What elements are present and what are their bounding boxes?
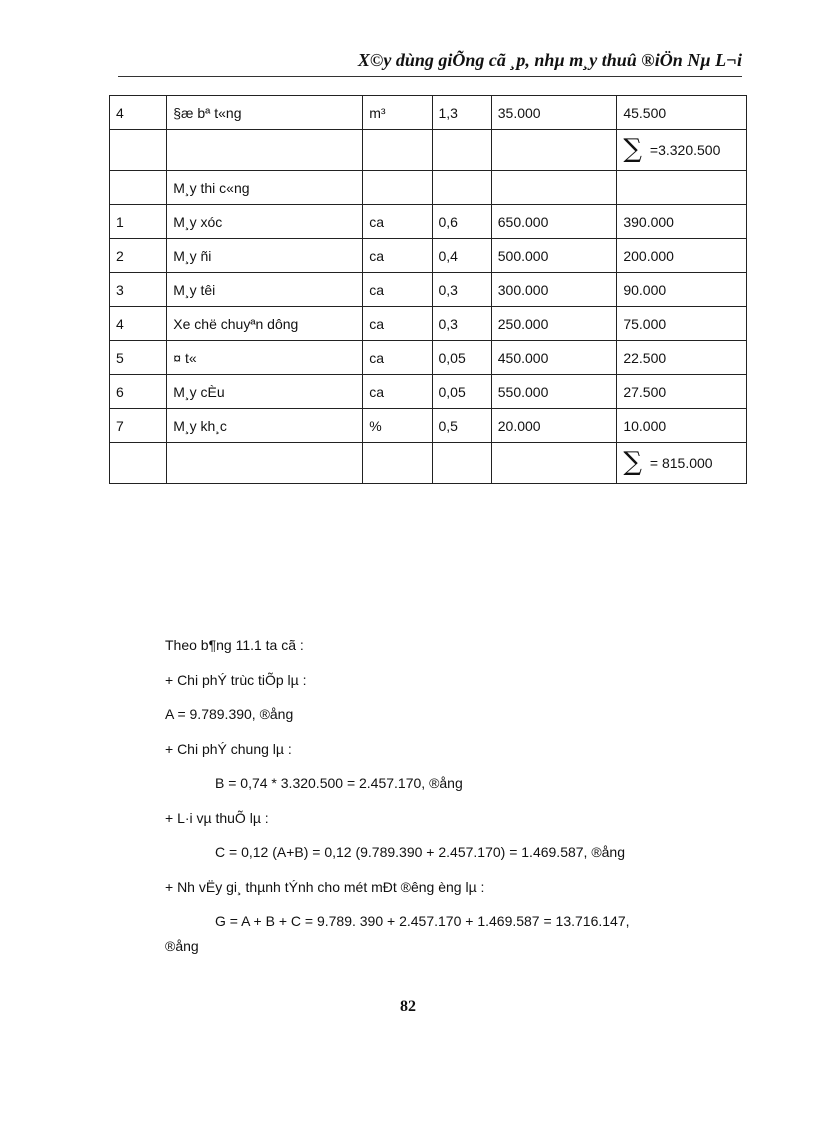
sum-empty-cell — [110, 130, 167, 171]
cell-item: ¤ t« — [167, 341, 363, 375]
cell-unit-price: 250.000 — [491, 307, 617, 341]
cell-quantity — [432, 171, 491, 205]
direct-cost-label: + Chi phÝ trùc tiÕp lµ : — [165, 671, 307, 688]
general-cost-value: B = 0,74 * 3.320.500 = 2.457.170, ®ång — [215, 775, 463, 791]
cell-item: M¸y têi — [167, 273, 363, 307]
sum-row — [110, 443, 747, 484]
cell-amount: 75.000 — [617, 307, 747, 341]
cell-unit: ca — [363, 205, 432, 239]
table-row — [110, 273, 747, 307]
cell-unit: ca — [363, 341, 432, 375]
cell-item: M¸y ñi — [167, 239, 363, 273]
cell-amount: 27.500 — [617, 375, 747, 409]
direct-cost-value: A = 9.789.390, ®ång — [165, 706, 294, 722]
table-row — [110, 239, 747, 273]
cell-unit-price — [491, 171, 617, 205]
cell-item: M¸y xóc — [167, 205, 363, 239]
sum-empty-cell — [432, 130, 491, 171]
cell-unit-price: 550.000 — [491, 375, 617, 409]
cell-item: M¸y kh¸c — [167, 409, 363, 443]
cell-unit: ca — [363, 273, 432, 307]
sum-empty-cell — [363, 443, 432, 484]
cell-unit-price: 300.000 — [491, 273, 617, 307]
cell-index — [110, 171, 167, 205]
general-cost-label: + Chi phÝ chung lµ : — [165, 740, 292, 757]
sum-empty-cell — [167, 443, 363, 484]
cell-amount: 22.500 — [617, 341, 747, 375]
cost-table-body — [110, 96, 747, 484]
cell-item: M¸y thi c«ng — [167, 171, 363, 205]
table-row — [110, 341, 747, 375]
cell-unit: ca — [363, 375, 432, 409]
sum-empty-cell — [363, 130, 432, 171]
table-row — [110, 96, 747, 130]
running-header: X©y dùng giÕng cã ¸p, nhµ m¸y thuû ®iÖn Nµ L¬i — [357, 50, 742, 70]
sum-empty-cell — [432, 443, 491, 484]
cell-amount: 10.000 — [617, 409, 747, 443]
sum-value: = 815.000 — [649, 455, 713, 471]
cell-unit: % — [363, 409, 432, 443]
cell-index: 1 — [110, 205, 167, 239]
sum-empty-cell — [491, 130, 617, 171]
cost-table — [109, 95, 747, 484]
table-row — [110, 171, 747, 205]
cell-quantity: 0,05 — [432, 341, 491, 375]
intro-line: Theo b¶ng 11.1 ta cã : — [165, 637, 304, 653]
total-label: + Nh vËy gi¸ thµnh tÝnh cho mét mÐt ®êng èng lµ : — [165, 878, 485, 895]
header-divider — [118, 76, 742, 77]
cell-unit-price: 650.000 — [491, 205, 617, 239]
sum-cell — [617, 130, 747, 171]
sigma-icon: ∑ — [623, 447, 642, 477]
sum-cell — [617, 443, 747, 484]
cell-index: 2 — [110, 239, 167, 273]
cell-amount — [617, 171, 747, 205]
cell-amount: 200.000 — [617, 239, 747, 273]
cell-index: 3 — [110, 273, 167, 307]
cell-quantity: 0,6 — [432, 205, 491, 239]
sum-row — [110, 130, 747, 171]
table-row — [110, 375, 747, 409]
table-row — [110, 409, 747, 443]
cell-quantity: 0,5 — [432, 409, 491, 443]
cell-unit-price: 450.000 — [491, 341, 617, 375]
cell-quantity: 1,3 — [432, 96, 491, 130]
cell-index: 6 — [110, 375, 167, 409]
sigma-icon: ∑ — [623, 134, 642, 164]
sum-empty-cell — [491, 443, 617, 484]
cell-unit: ca — [363, 307, 432, 341]
cell-index: 7 — [110, 409, 167, 443]
total-value-unit: ®ång — [165, 938, 199, 954]
sum-empty-cell — [110, 443, 167, 484]
cell-quantity: 0,3 — [432, 307, 491, 341]
cell-unit-price: 35.000 — [491, 96, 617, 130]
table-row — [110, 205, 747, 239]
cell-index: 5 — [110, 341, 167, 375]
cell-unit-price: 500.000 — [491, 239, 617, 273]
cell-item: M¸y cÈu — [167, 375, 363, 409]
cell-unit: m³ — [363, 96, 432, 130]
cell-quantity: 0,3 — [432, 273, 491, 307]
cell-quantity: 0,4 — [432, 239, 491, 273]
cell-amount: 45.500 — [617, 96, 747, 130]
calculation-text — [165, 628, 745, 958]
cell-item: §æ bª t«ng — [167, 96, 363, 130]
cell-item: Xe chë chuyªn dông — [167, 307, 363, 341]
total-value: G = A + B + C = 9.789. 390 + 2.457.170 + 1.469.587 = 13.716.147, — [215, 913, 630, 929]
cell-index: 4 — [110, 307, 167, 341]
profit-value: C = 0,12 (A+B) = 0,12 (9.789.390 + 2.457.170) = 1.469.587, ®ång — [215, 844, 626, 860]
cell-amount: 390.000 — [617, 205, 747, 239]
cell-unit: ca — [363, 239, 432, 273]
cell-amount: 90.000 — [617, 273, 747, 307]
cell-quantity: 0,05 — [432, 375, 491, 409]
cell-index: 4 — [110, 96, 167, 130]
cell-unit-price: 20.000 — [491, 409, 617, 443]
sum-empty-cell — [167, 130, 363, 171]
cell-unit — [363, 171, 432, 205]
sum-value: =3.320.500 — [649, 142, 721, 158]
table-row — [110, 307, 747, 341]
profit-label: + L·i vµ thuÕ lµ : — [165, 809, 269, 826]
page-number: 82 — [400, 998, 416, 1015]
